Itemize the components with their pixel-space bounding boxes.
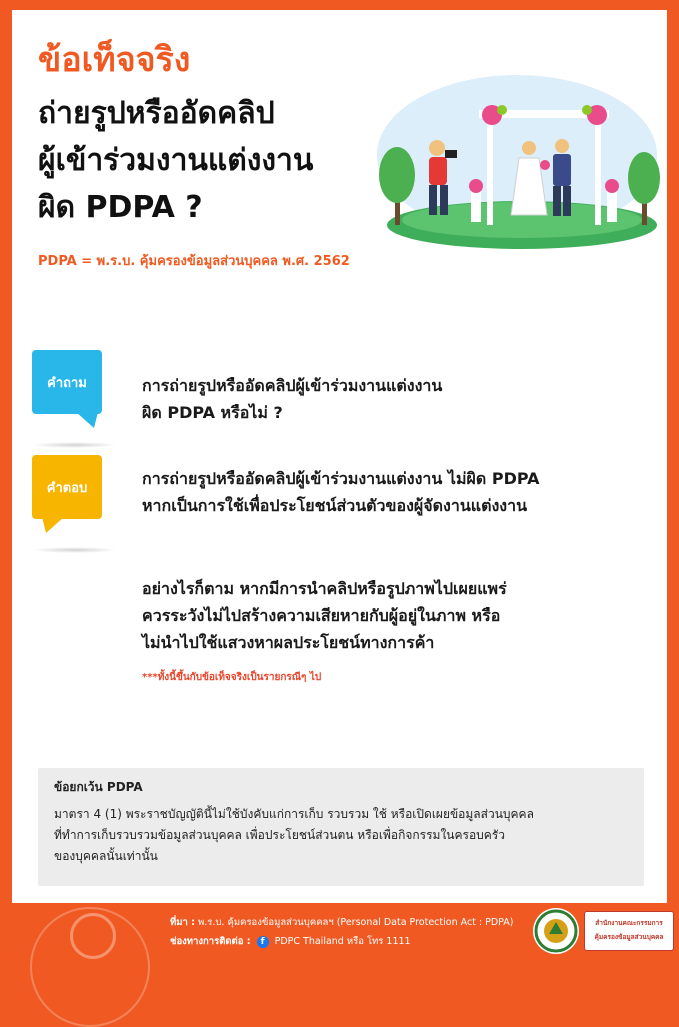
pdpa-definition: PDPA = พ.ร.บ. คุ้มครองข้อมูลส่วนบุคคล พ.ศ. 2562 <box>38 254 350 269</box>
speech-tail-icon <box>42 517 64 533</box>
pdpc-seal-logo <box>533 908 579 954</box>
headline-line: ผู้เข้าร่วมงานแต่งงาน <box>38 143 314 178</box>
additional-note <box>142 575 652 656</box>
question-line: ผิด PDPA หรือไม่ ? <box>142 403 283 422</box>
additional-line: ควรระวังไม่ไปสร้างความเสียหายกับผู้อยู่ในภาพ หรือ <box>142 606 501 625</box>
additional-line: อย่างไรก็ตาม หากมีการนำคลิปหรือรูปภาพไปเผยแพร่ <box>142 579 507 598</box>
exception-body <box>54 804 634 867</box>
badge-shadow <box>32 442 117 448</box>
answer-badge <box>32 455 122 555</box>
exception-line: มาตรา 4 (1) พระราชบัญญัตินี้ไม่ใช้บังคับแก่การเก็บ รวบรวม ใช้ หรือเปิดเผยข้อมูลส่วนบุคคล <box>54 807 534 821</box>
facebook-icon[interactable]: f <box>257 936 269 948</box>
question-badge <box>32 350 122 450</box>
question-line: การถ่ายรูปหรืออัดคลิปผู้เข้าร่วมงานแต่งงาน <box>142 376 443 395</box>
additional-line: ไม่นำไปใช้แสวงหาผลประโยชน์ทางการค้า <box>142 633 435 652</box>
contact-text: PDPC Thailand หรือ โทร 1111 <box>274 936 411 947</box>
answer-label: คำตอบ <box>32 455 102 519</box>
exception-line: ของบุคคลนั้นเท่านั้น <box>54 849 158 863</box>
footer-contact <box>170 934 411 949</box>
exception-line: ที่ทำการเก็บรวบรวมข้อมูลส่วนบุคคล เพื่อประโยชน์ส่วนตน หรือเพื่อกิจกรรมในครอบครัว <box>54 828 506 842</box>
seal-icon <box>533 908 579 954</box>
question-label: คำถาม <box>32 350 102 414</box>
answer-text <box>142 465 662 519</box>
pdpc-name-logo <box>584 911 674 951</box>
footer <box>0 903 679 960</box>
headline-line: ผิด PDPA ? <box>38 190 203 225</box>
power-ring-icon <box>70 913 116 959</box>
wedding-illustration <box>367 60 662 260</box>
question-text <box>142 372 662 426</box>
footnote: ***ทั้งนี้ขึ้นกับข้อเท็จจริงเป็นรายกรณีๆ ไป <box>142 672 322 683</box>
source-label: ที่มา : <box>170 917 195 928</box>
contact-label: ช่องทางการติดต่อ : <box>170 936 251 947</box>
org-line: สำนักงานคณะกรรมการ <box>595 919 663 927</box>
exception-box <box>38 768 644 886</box>
answer-line: หากเป็นการใช้เพื่อประโยชน์ส่วนตัวของผู้จัดงานแต่งงาน <box>142 496 527 515</box>
answer-line: การถ่ายรูปหรืออัดคลิปผู้เข้าร่วมงานแต่งงาน ไม่ผิด PDPA <box>142 469 540 488</box>
badge-shadow <box>32 547 117 553</box>
headline-question <box>38 90 378 231</box>
headline-line: ถ่ายรูปหรืออัดคลิป <box>38 96 275 131</box>
headline-facts: ข้อเท็จจริง <box>38 40 191 80</box>
speech-tail-icon <box>76 412 98 428</box>
org-line: คุ้มครองข้อมูลส่วนบุคคล <box>594 933 664 941</box>
source-text: พ.ร.บ. คุ้มครองข้อมูลส่วนบุคคลฯ (Personal Data Protection Act : PDPA) <box>198 917 514 928</box>
exception-title: ข้อยกเว้น PDPA <box>54 780 143 794</box>
footer-source <box>170 915 514 930</box>
